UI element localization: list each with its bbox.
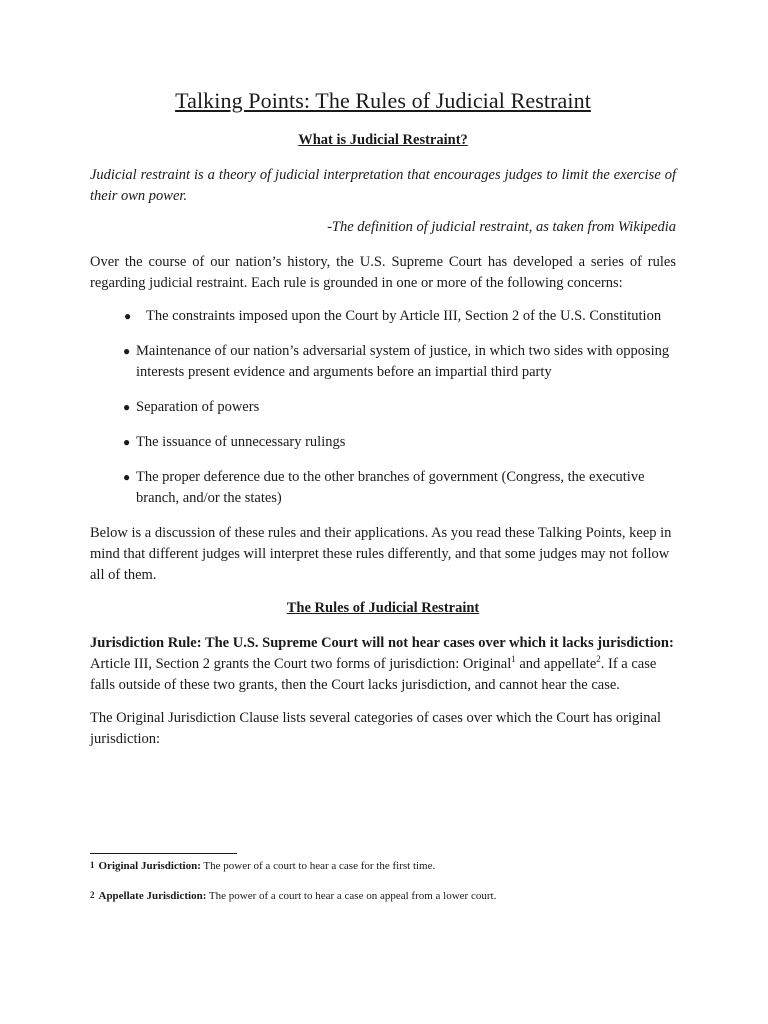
rule-text-a: Article III, Section 2 grants the Court two forms of jurisdiction: Original: [90, 656, 512, 672]
section-heading-what-is: What is Judicial Restraint?: [298, 132, 468, 148]
footnote-term: Original Jurisdiction:: [98, 860, 201, 872]
list-item-text: Maintenance of our nation’s adversarial system of justice, in which two sides with opposing interests present evidence and arguments before an impartial third party: [136, 343, 670, 380]
section-heading-rules: The Rules of Judicial Restraint: [286, 600, 480, 616]
footnote-1: [90, 860, 690, 872]
footnote-2: [90, 890, 690, 902]
list-item: [90, 397, 676, 418]
footnote-ref-2[interactable]: 2: [596, 654, 601, 665]
intro-paragraph: Over the course of our nation’s history, the U.S. Supreme Court has developed a series of rules regarding judicial restraint. Each rule is grounded in one or more of the following concerns:: [90, 254, 676, 291]
footnote-divider: [90, 853, 237, 854]
footnote-number: 2: [90, 890, 95, 900]
bullet-icon: ●: [123, 400, 131, 414]
list-item-text: Separation of powers: [136, 399, 260, 415]
list-item: [90, 341, 676, 383]
bullet-icon: ●: [123, 344, 131, 358]
rule-text-b: and appellate: [515, 656, 597, 672]
list-item-text: The constraints imposed upon the Court by Article III, Section 2 of the U.S. Constitution: [146, 308, 662, 324]
bullet-icon: ●: [123, 470, 131, 484]
original-clause-paragraph: The Original Jurisdiction Clause lists several categories of cases over which the Court has original jurisdiction:: [90, 710, 661, 747]
list-item: [90, 467, 676, 509]
document-page: [90, 88, 676, 762]
concerns-list: [90, 306, 676, 509]
bullet-icon: ●: [124, 309, 132, 323]
list-item-text: The issuance of unnecessary rulings: [136, 434, 346, 450]
list-item: [90, 432, 676, 453]
rule-text-c: . If a case falls outside of these two grants, then the Court lacks jurisdiction, and cannot hear the case.: [90, 656, 657, 693]
jurisdiction-rule-paragraph: [90, 633, 676, 696]
definition-paragraph: Judicial restraint is a theory of judicial interpretation that encourages judges to limit the exercise of their own power.: [90, 167, 676, 204]
discussion-paragraph: Below is a discussion of these rules and their applications. As you read these Talking Points, keep in mind that different judges will interpret these rules differently, and that some judges may not follow all of them.: [90, 525, 672, 583]
footnote-text: The power of a court to hear a case on appeal from a lower court.: [206, 890, 497, 902]
page-title: Talking Points: The Rules of Judicial Restraint: [175, 88, 591, 113]
bullet-icon: ●: [123, 435, 131, 449]
list-item: [90, 306, 676, 327]
footnote-term: Appellate Jurisdiction:: [98, 890, 207, 902]
footnote-number: 1: [90, 860, 95, 870]
list-item-text: The proper deference due to the other branches of government (Congress, the executive branch, and/or the states): [136, 469, 645, 506]
footnote-text: The power of a court to hear a case for the first time.: [200, 860, 436, 872]
footnote-ref-1[interactable]: 1: [511, 654, 516, 665]
rule-label: Jurisdiction Rule: The U.S. Supreme Court will not hear cases over which it lacks jurisdiction:: [90, 635, 674, 651]
definition-attribution: -The definition of judicial restraint, as taken from Wikipedia: [327, 219, 676, 235]
